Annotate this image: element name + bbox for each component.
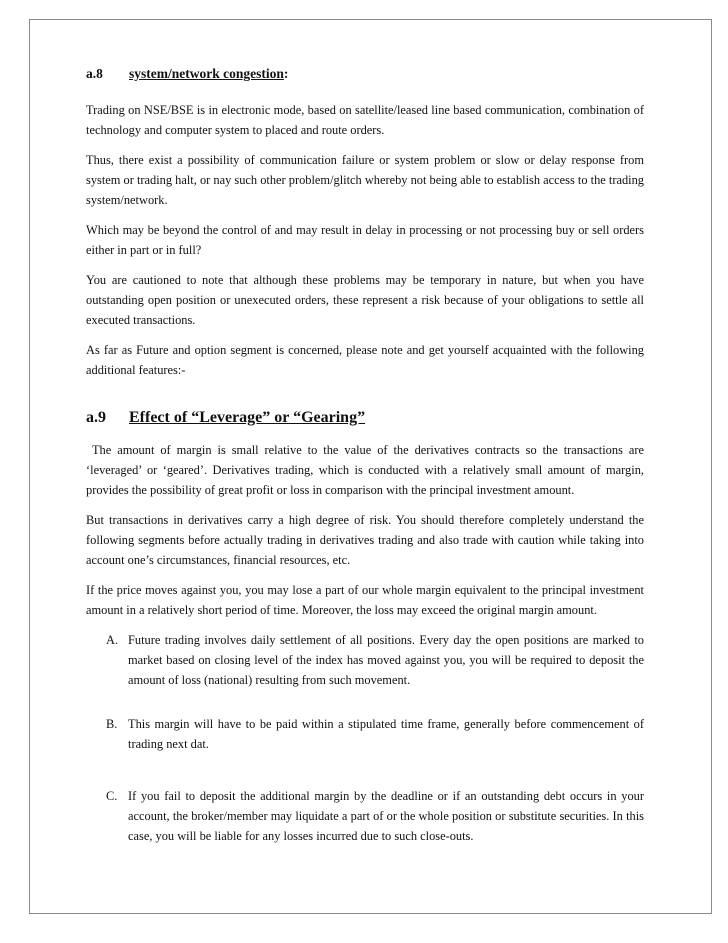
section-a8-colon: :	[283, 66, 289, 81]
list-marker: A.	[106, 633, 119, 647]
paragraph: You are cautioned to note that although these problems may be temporary in nature, but when you have outstanding open position or unexecuted orders, these represent a risk because of your obligations to settle all executed transactions.	[86, 273, 644, 327]
section-a8-number: a.8	[86, 66, 103, 81]
section-a9-title: Effect of “Leverage” or “Gearing”	[129, 409, 366, 426]
list-item	[86, 786, 644, 846]
paragraph: Trading on NSE/BSE is in electronic mode, based on satellite/leased line based communication, combination of technology and computer system to placed and route orders.	[86, 103, 644, 137]
paragraph: The amount of margin is small relative to the value of the derivatives contracts so the transactions are ‘leveraged’ or ‘geared’. Derivatives trading, which is conducted with a relatively small amount of margin, provides the possibility of great profit or loss in comparison with the principal investment amount.	[86, 443, 648, 497]
paragraph: Thus, there exist a possibility of communication failure or system problem or slow or delay response from system or trading halt, or nay such other problem/glitch whereby not being able to establish access to the trading system/network.	[86, 153, 644, 207]
list-marker: C.	[106, 789, 118, 803]
paragraph: But transactions in derivatives carry a high degree of risk. You should therefore completely understand the following segments before actually trading in derivatives trading and also trade with caution while taking into account one’s circumstances, financial resources, etc.	[86, 513, 644, 567]
paragraph: As far as Future and option segment is concerned, please note and get yourself acquainted with the following additional features:-	[86, 343, 644, 377]
paragraph: If the price moves against you, you may lose a part of our whole margin equivalent to the principal investment amount in a relatively short period of time. Moreover, the loss may exceed the original margin amount.	[86, 583, 644, 617]
section-a8-heading	[86, 64, 644, 86]
list-marker: B.	[106, 717, 118, 731]
list-item-text: This margin will have to be paid within a stipulated time frame, generally before commencement of trading next dat.	[128, 717, 644, 751]
document-body	[86, 64, 648, 870]
lettered-list	[86, 630, 644, 846]
list-item-text: If you fail to deposit the additional margin by the deadline or if an outstanding debt occurs in your account, the broker/member may liquidate a part of or the whole position or substitute securities. In this case, you will be liable for any losses incurred due to such close-outs.	[128, 789, 644, 843]
list-item	[86, 714, 644, 754]
section-a8-title: system/network congestion	[129, 66, 284, 81]
list-item-text: Future trading involves daily settlement of all positions. Every day the open positions are marked to market based on closing level of the index has moved against you, you will be required to deposit the amount of loss (national) resulting from such movement.	[128, 633, 644, 687]
section-a9-heading	[86, 408, 644, 432]
list-item	[86, 630, 644, 690]
paragraph: Which may be beyond the control of and may result in delay in processing or not processing buy or sell orders either in part or in full?	[86, 223, 644, 257]
section-a9-number: a.9	[86, 409, 106, 426]
